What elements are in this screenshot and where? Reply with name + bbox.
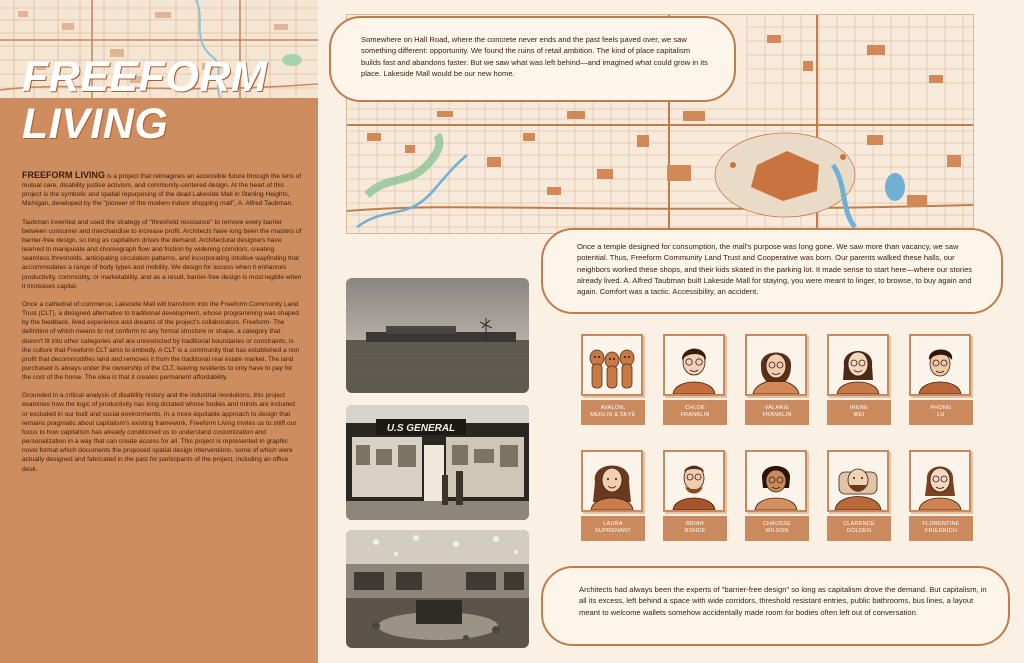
lead-phrase: FREEFORM LIVING — [22, 170, 105, 180]
team-member-card — [745, 450, 812, 541]
mall-interior-image — [346, 530, 529, 648]
member-name-line-1: CLARENCE — [843, 521, 875, 527]
team-member-card — [581, 334, 648, 425]
paragraph-intro — [22, 171, 302, 209]
team-member-card — [909, 334, 976, 425]
person-portrait — [581, 450, 643, 512]
member-name-line-2: MERLIN & SKYE — [590, 412, 636, 418]
member-name-line-1: CHLOE — [684, 405, 706, 411]
name-plate — [909, 516, 973, 541]
photo-mall-interior — [346, 530, 529, 648]
person-portrait — [745, 334, 807, 396]
person-portrait — [909, 334, 971, 396]
team-member-card — [663, 450, 730, 541]
mall-exterior-image — [346, 278, 529, 393]
narrative-bubble-bottom: Architects had always been the experts of "barrier-free design" so long as capitalism drove the demand. But capitalism, in all its excess, left behind a space with wide corridors, threshold resistant entries, public bathrooms, bus lines, a layout meant to welcome wallets somehow accidentally made room for bodies often left out of conversation. — [541, 566, 1010, 646]
member-name-line-2: SUPRENANT — [595, 528, 631, 534]
team-member-card — [909, 450, 976, 541]
title-line-1: FREEFORM — [22, 53, 268, 101]
team-member-card — [827, 334, 894, 425]
member-name-line-1: AVALON, — [600, 405, 626, 411]
member-name-line-1: IRENE — [850, 405, 868, 411]
team-member-card — [827, 450, 894, 541]
person-portrait — [909, 450, 971, 512]
narrative-bubble-middle: Once a temple designed for consumption, the mall's purpose was long gone. We saw more than vacancy, we saw potential. Thus, Freeform Community Land Trust and Cooperative was born. Our parents walked these halls, our neighbors worked these shops, and their kids skated in the parking lot. It made sense to start here—where our stories already lived. A. Alfred Taubman built Lakeside Mall for staying, you were meant to linger, to browse, to buy again and again. Comfort was a tactic. Accessibility, an accident. — [541, 228, 1003, 314]
person-portrait — [827, 334, 889, 396]
narrative-bubble-top: Somewhere on Hall Road, where the concrete never ends and the past feels paved over, we saw something different: opportunity. We found the ruins of retail ambition. The kind of place capitalism builds fast and abandons faster. But we saw what was left behind—and imagined what could grow in its place. Lakeside Mall would be our new home. — [329, 16, 736, 102]
name-plate — [663, 516, 727, 541]
team-member-card — [663, 334, 730, 425]
person-portrait — [827, 450, 889, 512]
title-line-2: LIVING — [22, 100, 169, 148]
dogs-portrait — [581, 334, 643, 396]
name-plate — [827, 516, 891, 541]
photo-store-front — [346, 405, 529, 520]
name-plate — [581, 516, 645, 541]
member-name-line-2: WILSON — [765, 528, 789, 534]
member-name-line-2: LU — [937, 412, 945, 418]
photo-mall-exterior — [346, 278, 529, 393]
paragraph-threshold: Taubman invented and used the strategy of "threshold resistance" to remove every barrier between consumer and merchandise to increase profit. Architects have long been the masters of barrier-free design, so long as capitalism drives the demand. Architectural designers have learned to manipulate and choreograph flow and friction by widening corridors, creating seamless thresholds, anticipating circulation patterns, and incorporating intuitive wayfinding that accommodates a range of body types and mobility. We design for access when it enhances productivity, commodity, or marketability, and as a result, barrier-free design is most legible when it increases capital. — [22, 218, 302, 290]
member-name-line-1: FLORENTINE — [922, 521, 960, 527]
member-name-line-2: FRIEDRICH — [924, 528, 958, 534]
member-name-line-2: FRANKLIN — [680, 412, 710, 418]
member-name-line-2: FRANKLIN — [762, 412, 792, 418]
member-name-line-1: VALARIE — [764, 405, 790, 411]
member-name-line-1: BRIAN — [686, 521, 704, 527]
person-portrait — [663, 334, 725, 396]
member-name-line-2: GOLDEN — [846, 528, 872, 534]
person-portrait — [745, 450, 807, 512]
member-name-line-2: ROHDE — [684, 528, 706, 534]
store-sign-text: U.S GENERAL — [386, 423, 456, 434]
name-plate — [581, 400, 645, 425]
member-name-line-1: PHONG — [930, 405, 952, 411]
paragraph-disability-history: Grounded in a critical analysis of disability history and the industrial revolutions, this project examines how the logic of productivity has long dictated whose bodies and minds are included or excluded in our built and social environments. In a more equitable approach to design that remains pragmatic about capitalism's existing framework, Freeform Living invites us to shift our focus to how capitalism has already conditioned us to understand customization and personalization in a way that can create access for all. This project is represented in graphic novel format which documents the proposed spatial design interventions, some of which were actually designed and fabricated in the past for participants of the project, including an office desk. — [22, 392, 297, 473]
name-plate — [663, 400, 727, 425]
member-name-line-2: WEI — [853, 412, 865, 418]
left-panel — [0, 0, 318, 663]
store-front-image — [346, 405, 529, 520]
page-title — [22, 54, 267, 148]
paragraph-intro-text: is a project that reimagines an accessible future through the lens of mutual care, disability justice activism, and community-centered design. At the heart of this project is the symbolic and spatial repurposing of the dead Lakeside Mall in Sterling Heights, Michigan, developed by the "pioneer of the modern indoor shopping mall", A. Alfred Taubman. — [22, 173, 302, 208]
name-plate — [909, 400, 973, 425]
member-name-line-1: CHAUSSE — [762, 521, 792, 527]
person-portrait — [663, 450, 725, 512]
paragraph-land-trust: Once a cathedral of commerce, Lakeside Mall will transform into the Freeform Community Land Trust (CLT), a designed alternative to traditional development, whose programming was shaped by the feedback, lived experience and dreams of the project's collaborators. Freeform- The definition of which means to not conform to any formal structure or shape, a category that doesn't fit into other categories and are unrestricted by traditional boundaries or constraints, is the culture that Freeform CLT aims to embody. A CLT is a community that has established a non profit that decommodifies land and removes it from the traditional real estate market. The land purchased is always under the ownership of the CLT, leaving residents to only have to pay for the cost of the home. The idea is that it creates permanent affordability. — [22, 300, 300, 382]
team-member-card — [745, 334, 812, 425]
member-name-line-1: LAURA — [603, 521, 623, 527]
collaborators-grid — [572, 328, 988, 558]
name-plate — [827, 400, 891, 425]
team-member-card — [581, 450, 648, 541]
name-plate — [745, 400, 809, 425]
body-text — [22, 171, 302, 483]
name-plate — [745, 516, 809, 541]
